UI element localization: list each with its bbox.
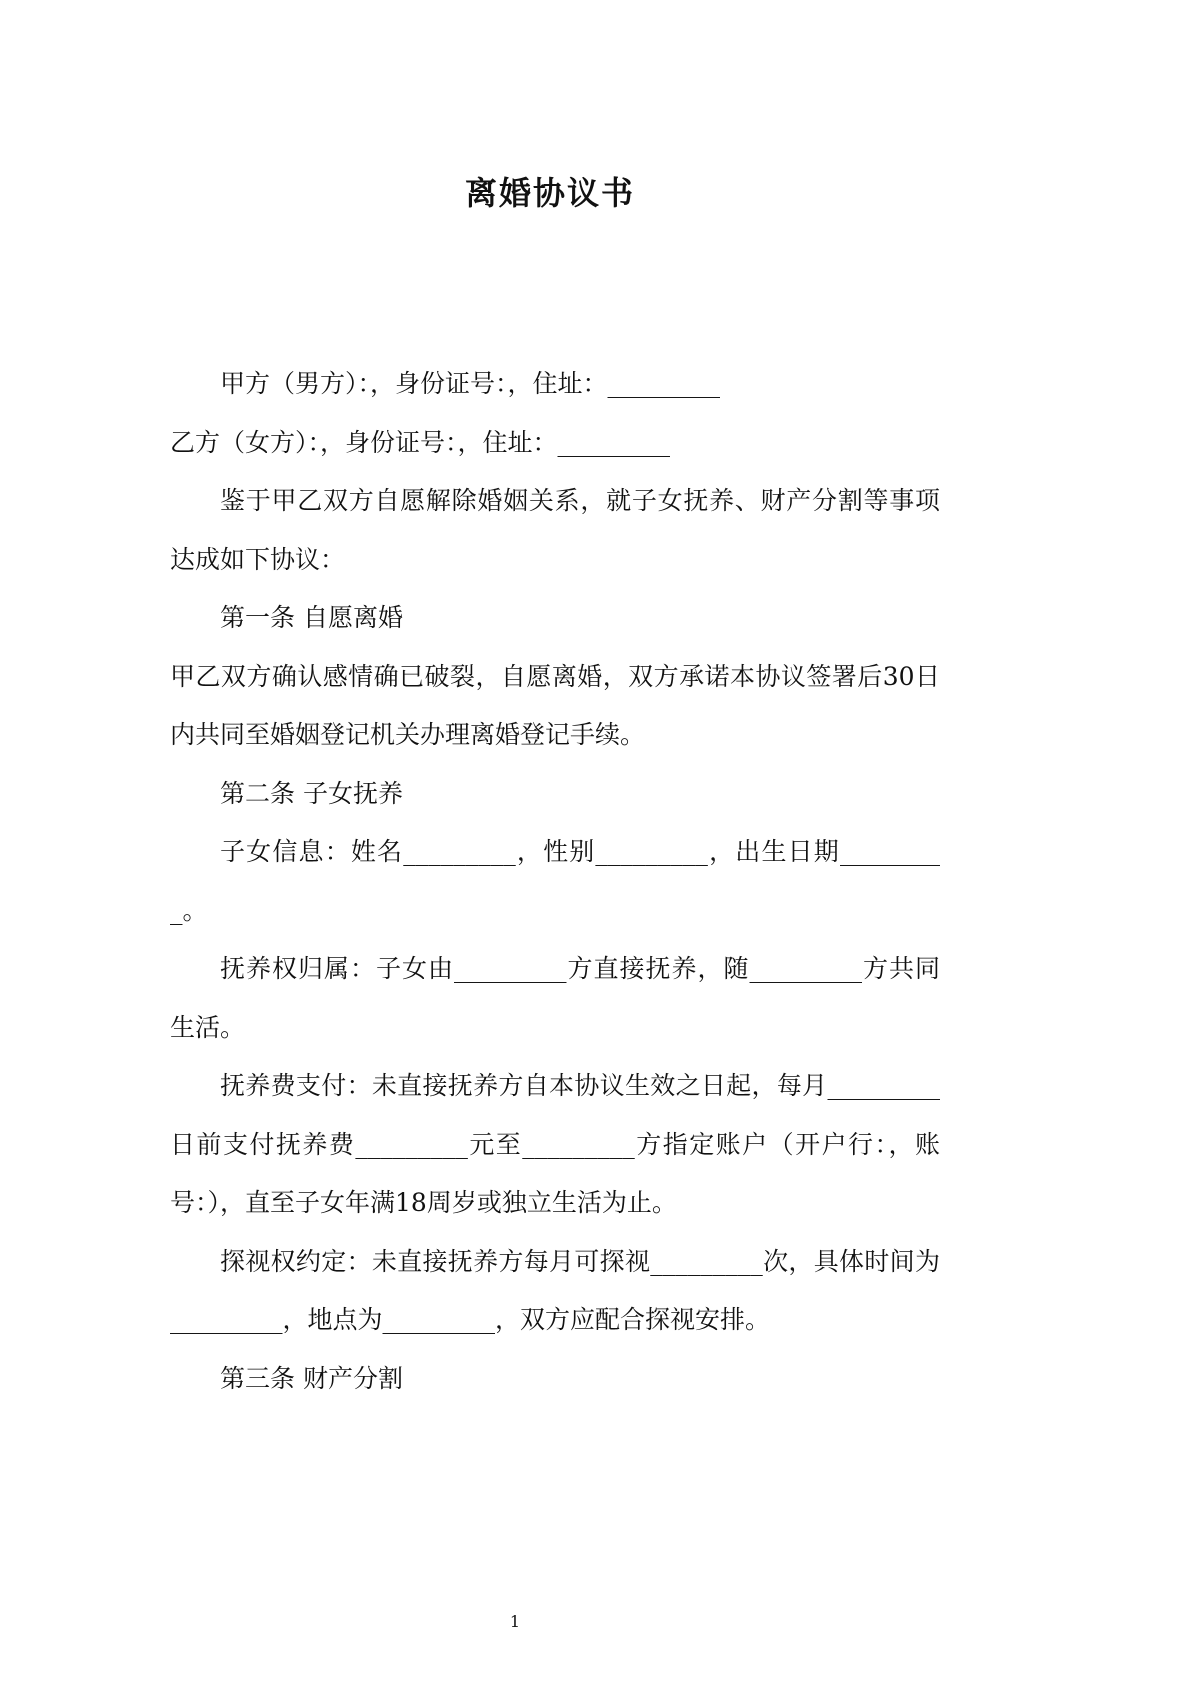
- article-1-heading: 第一条 自愿离婚: [220, 603, 403, 632]
- article-2-heading: 第二条 子女抚养: [220, 778, 403, 808]
- page-number: 1: [509, 1612, 521, 1631]
- document-body: [170, 355, 940, 1408]
- custody-paragraph: 抚养权归属：子女由_________方直接抚养，随_________方共同生活。: [170, 954, 940, 1042]
- party-a-line: 甲方（男方）：，身份证号：，住址：_________: [220, 369, 721, 398]
- child-support-paragraph: 抚养费支付：未直接抚养方自本协议生效之日起，每月_________日前支付抚养费_________元至_________方指定账户（开户行：，账号：），直至子女年满18周岁或独立生活为止。: [170, 1071, 940, 1217]
- child-info-paragraph: 子女信息：姓名_________，性别_________，出生日期_________。: [170, 837, 940, 925]
- document-title: 离婚协议书: [464, 174, 635, 212]
- article-1-paragraph: 甲乙双方确认感情确已破裂，自愿离婚，双方承诺本协议签署后30日内共同至婚姻登记机关办理离婚登记手续。: [170, 661, 940, 749]
- article-3-heading: 第三条 财产分割: [220, 1363, 403, 1393]
- party-b-line: 乙方（女方）：，身份证号：，住址：_________: [170, 427, 671, 457]
- preamble-paragraph: 鉴于甲乙双方自愿解除婚姻关系，就子女抚养、财产分割等事项达成如下协议：: [170, 486, 940, 574]
- visitation-paragraph: 探视权约定：未直接抚养方每月可探视_________次，具体时间为_________，地点为_________，双方应配合探视安排。: [170, 1246, 940, 1334]
